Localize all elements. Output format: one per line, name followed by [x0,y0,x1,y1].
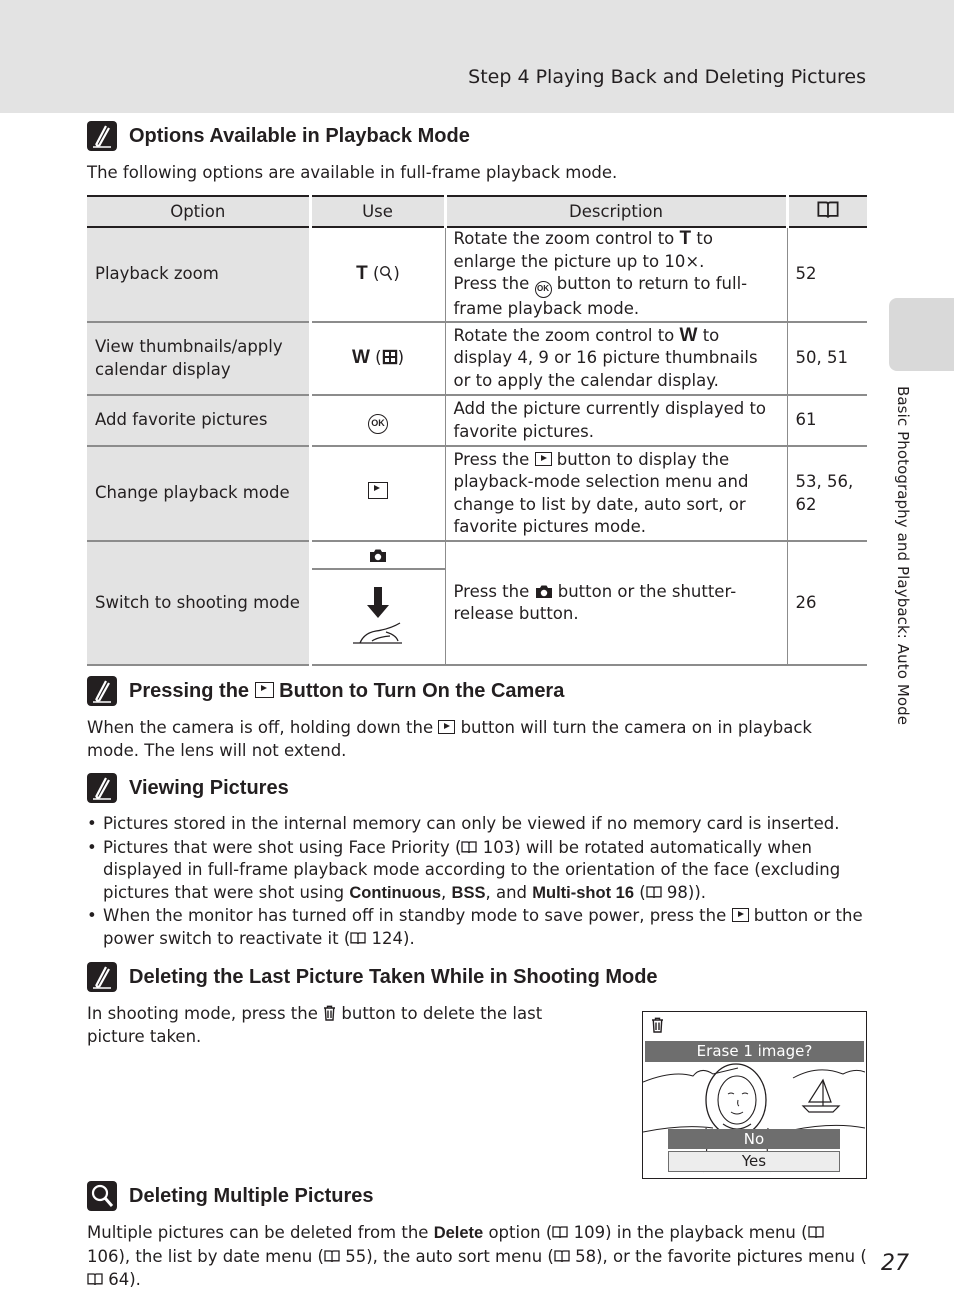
bullet-text: When the monitor has turned off in standby mode to save power, press the [103,906,732,925]
section-power-on-heading [87,676,564,706]
para-text: 106), the list by date menu ( [87,1247,324,1266]
bullet-text: , and [485,882,533,902]
bullet-text: Pictures that were shot using Face Priority ( [103,837,462,857]
zoom-tele-letter: T [356,263,368,285]
section-delete-multiple-title: Deleting Multiple Pictures [129,1184,374,1207]
desc-text: Press the [453,581,535,601]
book-reference-icon [808,1226,824,1239]
section-viewing-title: Viewing Pictures [129,776,289,799]
desc-text: Press the [453,449,535,469]
page-ref: 53, 56, 62 [787,446,867,541]
trash-icon [323,1005,336,1021]
section-options-title: Options Available in Playback Mode [129,124,470,147]
description-cell [445,227,787,322]
desc-text: Press the [453,274,535,294]
bullet-text: 98)). [661,882,707,902]
ok-button-icon: OK [535,281,552,298]
pencil-note-icon [87,121,117,151]
description-cell: Add the picture currently displayed to favorite pictures. [445,395,787,446]
playback-button-icon [368,482,388,499]
use-cell [310,446,445,541]
title-part: Pressing the [129,679,255,702]
chapter-side-tab [889,298,954,371]
desc-text: button or the shutter-release button. [453,581,737,623]
bold-term: Multi-shot 16 [532,883,634,902]
para-text: Multiple pictures can be deleted from the [87,1223,434,1242]
table-row [87,322,867,395]
shutter-cell [312,570,445,662]
section-delete-last-heading [87,962,658,992]
column-header-use: Use [310,196,445,227]
table-row [87,446,867,541]
option-name: Playback zoom [87,227,310,322]
section-power-on-text [87,716,867,762]
shutter-release-icon [350,583,406,649]
zoom-wide-icon: W [679,324,698,346]
column-header-option: Option [87,196,310,227]
table-row [87,395,867,446]
option-name: Change playback mode [87,446,310,541]
desc-text: button to display the playback-mode selection menu and change to list by date, auto sort, or favorite pictures mode. [453,449,749,536]
use-cell [310,322,445,395]
desc-text: to display 4, 9 or 16 picture thumbnails or to apply the calendar display. [453,325,758,390]
use-cell [310,541,445,665]
bullet-text: ( [634,882,646,902]
bullet-text: 124). [366,928,415,948]
option-name: Add favorite pictures [87,395,310,446]
book-reference-icon [350,932,366,945]
playback-button-icon [255,682,274,698]
section-delete-multiple-heading [87,1181,373,1211]
desc-text: Rotate the zoom control to [453,229,680,249]
playback-button-icon [535,452,552,466]
playback-button-icon [732,908,749,922]
zoom-wide-letter: W [351,347,370,369]
camera-icon [535,584,553,599]
pencil-note-icon [87,676,117,706]
magnify-icon: ( ) [372,264,400,284]
list-item: • Pictures stored in the internal memory can only be viewed if no memory card is inserted. [87,813,867,836]
header-band [0,0,954,113]
section-options-heading [87,121,470,151]
page-ref: 26 [787,541,867,665]
description-cell [445,446,787,541]
list-item [87,837,867,905]
magnifier-hint-icon [87,1181,117,1211]
option-name: Switch to shooting mode [87,541,310,665]
zoom-tele-icon: T [679,228,692,250]
desc-text: Rotate the zoom control to [453,325,680,345]
desc-text: button to return to full-frame playback mode. [453,274,748,319]
use-cell [310,227,445,322]
page-header-title: Step 4 Playing Back and Deleting Pictures [468,66,866,88]
camera-icon [369,548,387,563]
bullet-text: 103) will be rotated automatically when displayed in full-frame playback mode according to the orientation of the face (excluding pictures that were shot using [103,837,841,902]
desc-text: to enlarge the picture up to 10×. [453,229,713,271]
description-cell [445,322,787,395]
description-cell [445,541,787,665]
page-ref: 50, 51 [787,322,867,395]
page-ref: 52 [787,227,867,322]
table-row [87,227,867,322]
column-header-description: Description [445,196,787,227]
chapter-side-label: Basic Photography and Playback: Auto Mode [894,386,912,726]
section-viewing-heading [87,773,289,803]
section-delete-last-title: Deleting the Last Picture Taken While in Shooting Mode [129,965,658,988]
para-text: When the camera is off, holding down the [87,718,439,737]
option-name: View thumbnails/apply calendar display [87,322,310,395]
table-header-row [87,196,867,227]
para-text: 58), or the favorite pictures menu ( [569,1247,867,1266]
list-item [87,905,867,950]
para-text: 64). [103,1270,141,1289]
viewing-bullets [87,813,867,951]
book-reference-icon [554,1250,570,1263]
page-number: 27 [881,1251,909,1276]
page-ref: 61 [787,395,867,446]
para-text: 109) in the playback menu ( [568,1223,808,1242]
section-options-intro: The following options are available in full-frame playback mode. [87,163,618,182]
book-reference-icon [552,1226,568,1239]
option-no[interactable]: No [668,1129,840,1149]
shooting-mode-cell [312,542,445,570]
playback-options-table [87,195,867,666]
book-reference-icon [787,196,867,227]
pencil-note-icon [87,773,117,803]
section-delete-multiple-text [87,1221,867,1291]
playback-button-icon [438,720,455,734]
bold-term: Delete [433,1224,484,1242]
trash-icon [651,1017,667,1035]
camera-monitor-screen [642,1011,867,1179]
para-text: button will turn the camera on in playback mode. The lens will not extend. [87,718,812,760]
para-text: In shooting mode, press the [87,1004,324,1023]
book-reference-icon [324,1250,340,1263]
section-delete-last-text [87,1002,597,1048]
thumbnail-icon: ( ) [375,348,405,368]
book-reference-icon [87,1273,103,1286]
book-reference-icon [461,841,477,854]
erase-prompt: Erase 1 image? [645,1041,864,1062]
para-text: 55), the auto sort menu ( [339,1247,554,1266]
bold-term: BSS [451,883,486,902]
bullet-text: button or the power switch to reactivate it ( [103,906,863,948]
bullet-text: , [441,882,452,902]
bold-term: Continuous [349,883,442,902]
section-power-on-title [129,680,564,703]
use-cell [310,395,445,446]
para-text: button to delete the last picture taken. [87,1004,543,1046]
title-part: Button to Turn On the Camera [273,679,565,702]
book-reference-icon [646,886,662,899]
pencil-note-icon [87,962,117,992]
ok-button-icon: OK [368,414,388,434]
table-row [87,541,867,665]
para-text: option ( [483,1223,553,1242]
option-yes[interactable]: Yes [668,1151,840,1172]
